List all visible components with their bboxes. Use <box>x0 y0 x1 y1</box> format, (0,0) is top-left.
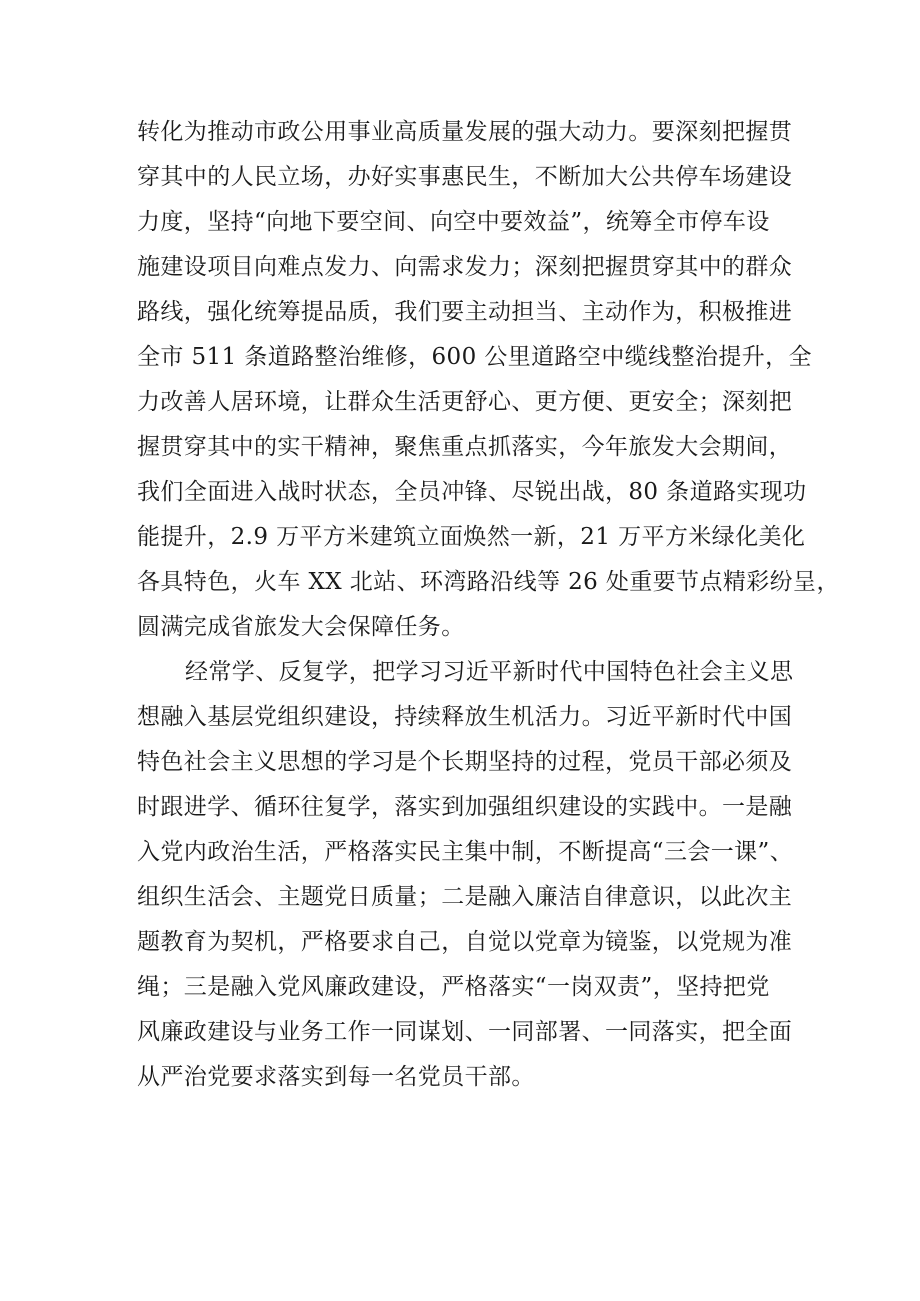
paragraph-line: 能提升，2.9 万平方米建筑立面焕然一新，21 万平方米绿化美化 <box>137 524 806 550</box>
paragraph-line: 入党内政治生活，严格落实民主集中制，不断提高“三会一课”、 <box>137 839 794 865</box>
paragraph-line: 风廉政建设与业务工作一同谋划、一同部署、一同落实，把全面 <box>137 1019 793 1045</box>
paragraph-line: 施建设项目向难点发力、向需求发力；深刻把握贯穿其中的群众 <box>137 254 793 280</box>
paragraph-line: 转化为推动市政公用事业高质量发展的强大动力。要深刻把握贯 <box>137 119 793 145</box>
paragraph-line: 路线，强化统筹提品质，我们要主动担当、主动作为，积极推进 <box>137 299 793 325</box>
paragraph-line: 时跟进学、循环往复学，落实到加强组织建设的实践中。一是融 <box>137 794 793 820</box>
paragraph-line: 力度，坚持“向地下要空间、向空中要效益”，统筹全市停车设 <box>137 209 770 235</box>
paragraph-line: 圆满完成省旅发大会保障任务。 <box>137 614 465 640</box>
paragraph-first-line: 经常学、反复学，把学习习近平新时代中国特色社会主义思 <box>185 659 794 685</box>
paragraph-line: 想融入基层党组织建设，持续释放生机活力。习近平新时代中国 <box>137 704 793 730</box>
paragraph-line: 各具特色，火车 XX 北站、环湾路沿线等 26 处重要节点精彩纷呈， <box>137 569 840 595</box>
paragraph-line: 绳；三是融入党风廉政建设，严格落实“一岗双责”，坚持把党 <box>137 974 770 1000</box>
paragraph-line: 力改善人居环境，让群众生活更舒心、更方便、更安全；深刻把 <box>137 389 793 415</box>
paragraph-1 <box>137 110 840 650</box>
paragraph-line: 题教育为契机，严格要求自己，自觉以党章为镜鉴，以党规为准 <box>137 929 793 955</box>
paragraph-line: 全市 511 条道路整治维修，600 公里道路空中缆线整治提升，全 <box>137 344 812 370</box>
paragraph-line: 握贯穿其中的实干精神，聚焦重点抓落实，今年旅发大会期间， <box>137 434 793 460</box>
paragraph-line: 从严治党要求落实到每一名党员干部。 <box>137 1064 535 1090</box>
paragraph-line: 组织生活会、主题党日质量；二是融入廉洁自律意识，以此次主 <box>137 884 793 910</box>
paragraph-line: 特色社会主义思想的学习是个长期坚持的过程，党员干部必须及 <box>137 749 793 775</box>
paragraph-2 <box>137 650 797 1100</box>
paragraph-line: 穿其中的人民立场，办好实事惠民生，不断加大公共停车场建设 <box>137 164 793 190</box>
body-text <box>137 110 840 1100</box>
paragraph-line: 我们全面进入战时状态，全员冲锋、尽锐出战，80 条道路实现功 <box>137 479 807 505</box>
